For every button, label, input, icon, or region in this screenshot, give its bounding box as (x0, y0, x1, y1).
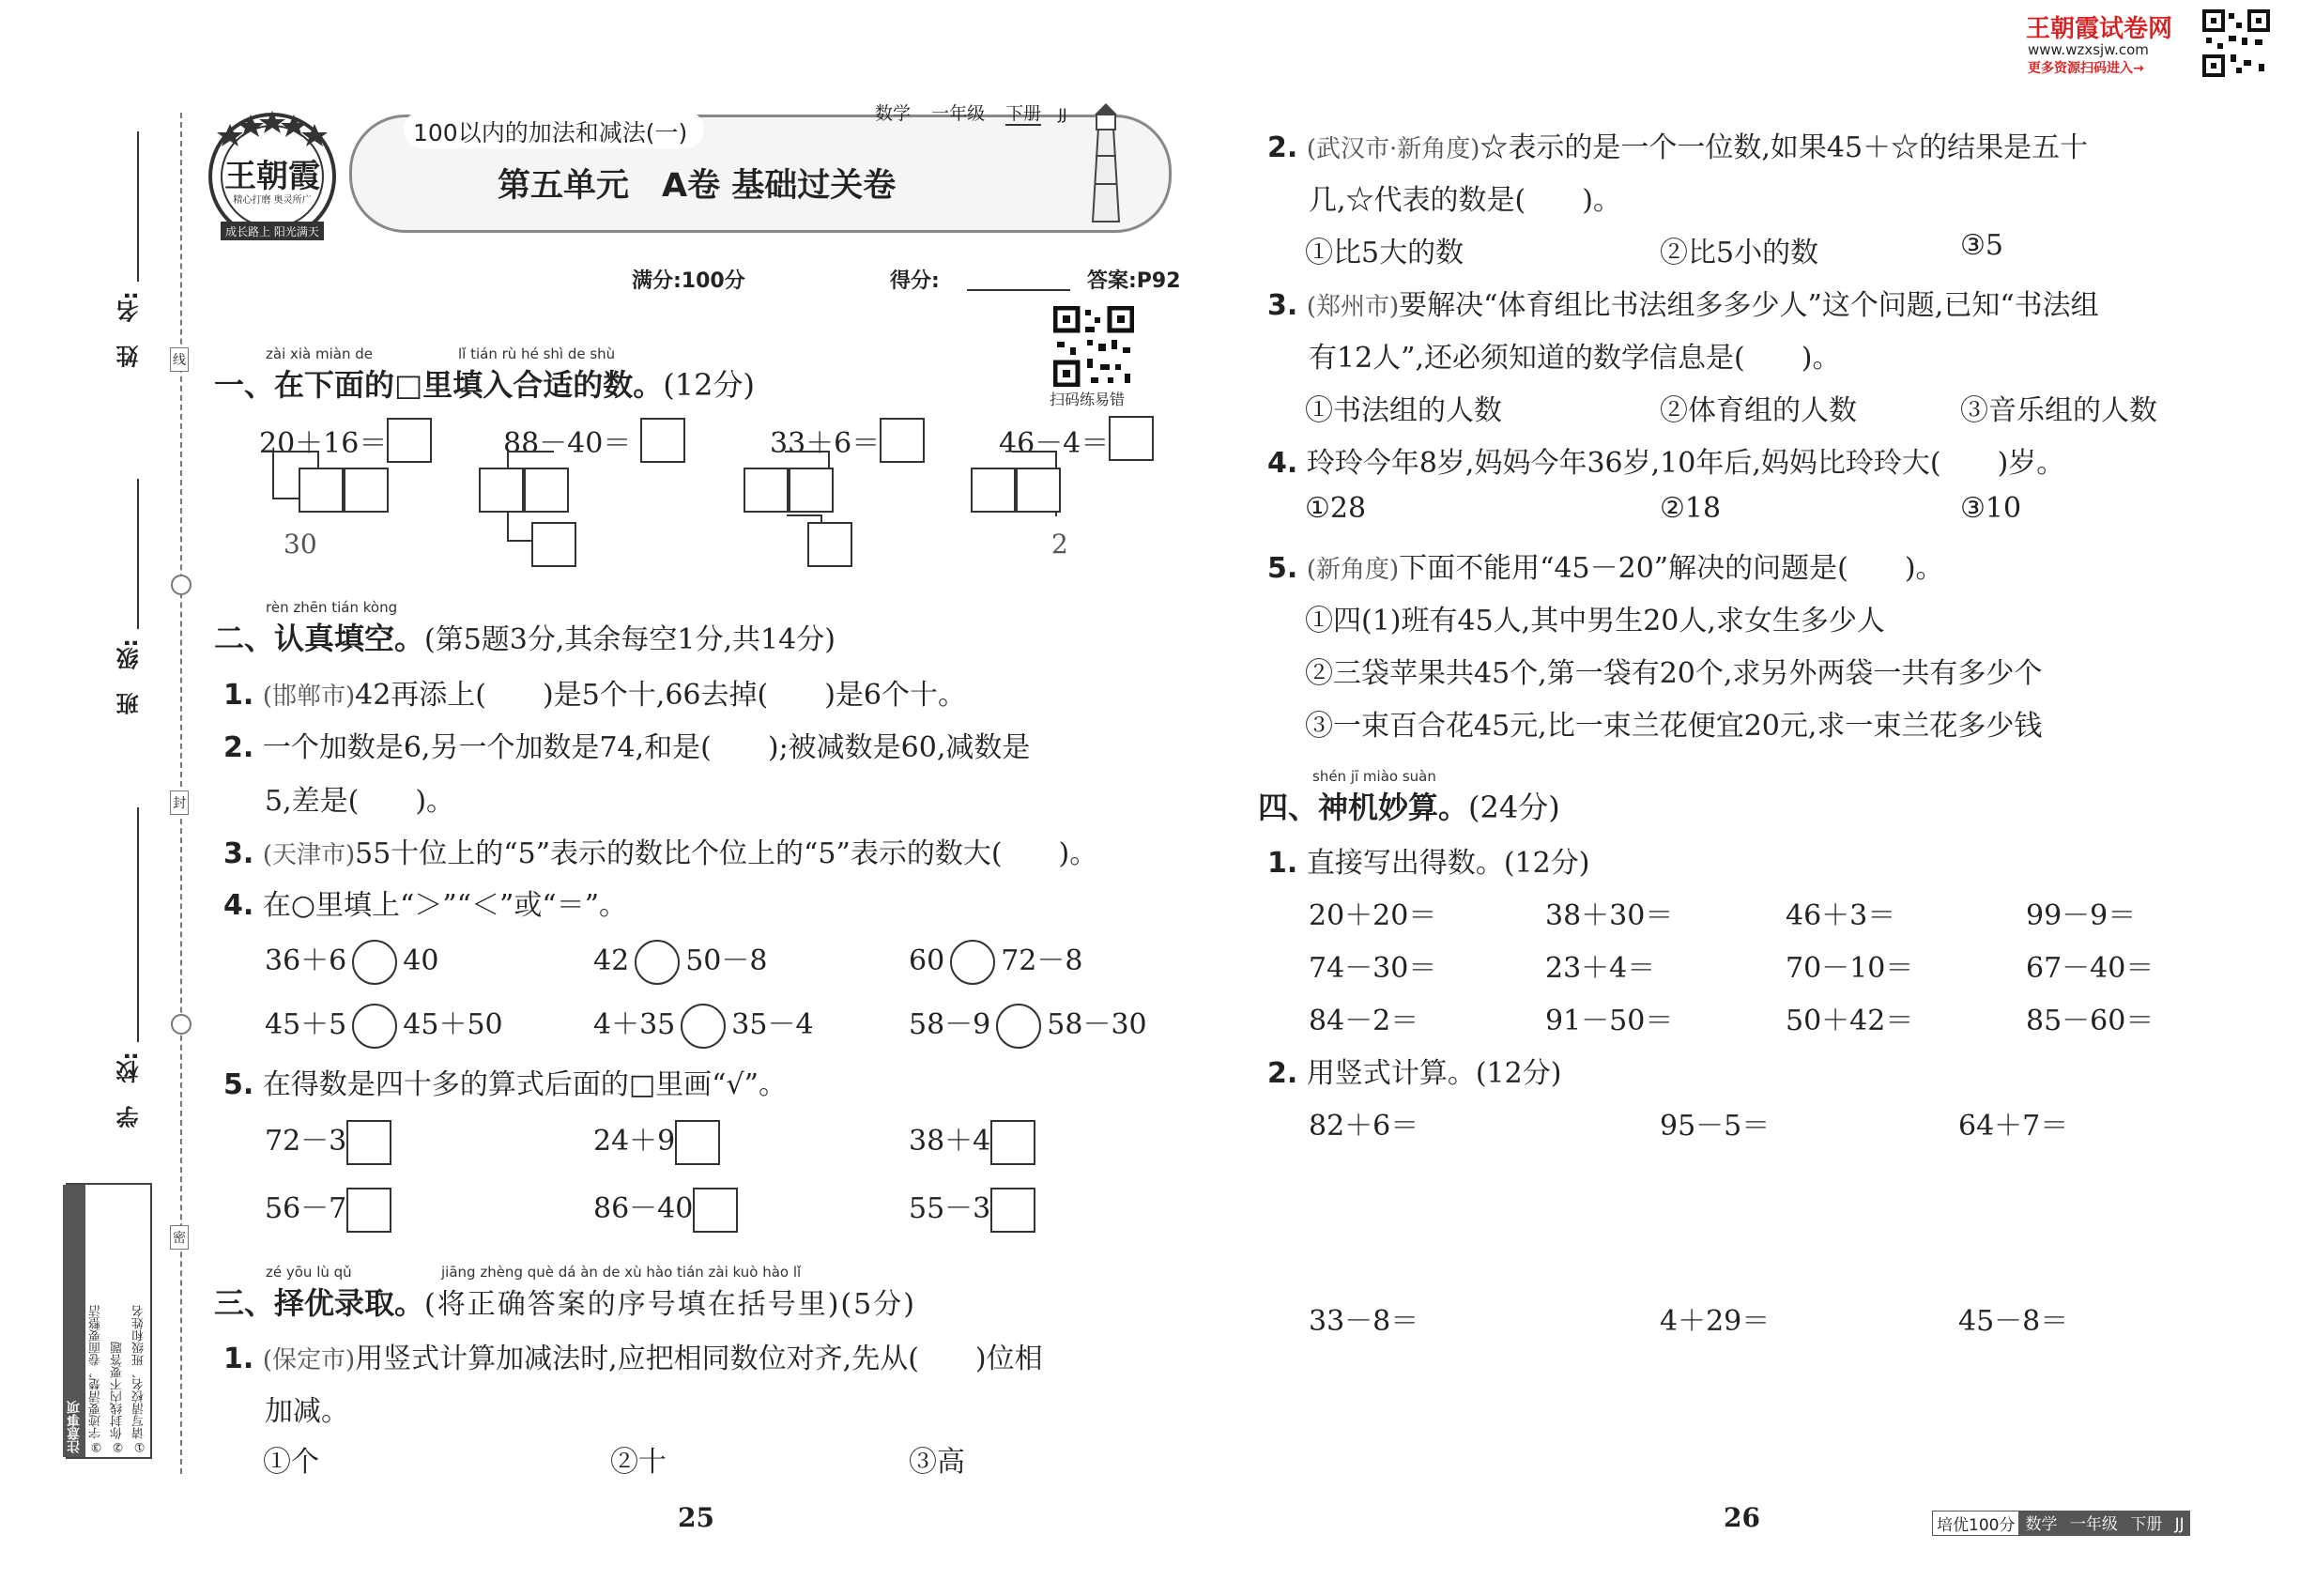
s3-pinyin-2: jiāng zhèng què dá àn de xù hào tián zài kuò hào lǐ (441, 1264, 802, 1281)
s3-q2: 2. (武汉市·新角度)☆表示的是一个一位数,如果45＋☆的结果是五十 (1267, 131, 2089, 164)
page-number-right: 26 (1724, 1502, 1760, 1533)
answer-box[interactable] (531, 522, 576, 567)
s2-q2-line2: 5,差是( )。 (265, 785, 455, 818)
answer-box[interactable] (807, 522, 852, 567)
s1-pinyin-2: lǐ tián rù hé shì de shù (458, 345, 616, 362)
compare-item: 36＋6 40 (265, 937, 438, 985)
s3-heading (214, 1280, 916, 1323)
bracket (507, 451, 554, 453)
s1-expr-1: 20＋16＝ (259, 420, 432, 463)
calc-item[interactable]: 20＋20＝ (1309, 899, 1437, 932)
s4-score: (24分) (1468, 790, 1560, 825)
bracket (787, 514, 820, 516)
school-label: 学 校: (116, 1051, 143, 1128)
calc-item[interactable]: 23＋4＝ (1545, 952, 1656, 985)
s3-pinyin-1: zé yōu lù qǔ (266, 1264, 352, 1281)
brand-hint: 更多资源扫码进入→ (2028, 61, 2144, 76)
series: 培优100分 (1932, 1511, 2019, 1536)
vertical-calc-item[interactable]: 64＋7＝ (1958, 1110, 2069, 1143)
compare-circle[interactable] (352, 1004, 397, 1049)
calc-item[interactable]: 85－60＝ (2026, 1005, 2154, 1037)
option[interactable]: ③高 (909, 1446, 965, 1479)
option[interactable]: ③一束百合花45元,比一束兰花便宜20元,求一束兰花多少钱 (1305, 710, 2043, 743)
ring-icon (171, 575, 192, 595)
bracket (272, 451, 274, 499)
topic-title: 100以内的加法和减法(一) (413, 119, 688, 146)
s2-q2: 2. 一个加数是6,另一个加数是74,和是( );被减数是60,减数是 (223, 731, 1031, 764)
note-1: ①请写清校名、班级和姓名 (132, 1305, 146, 1453)
binding-strip (56, 113, 197, 1474)
s4-q1: 1. 直接写出得数。(12分) (1267, 847, 1590, 880)
option[interactable]: ①书法组的人数 (1305, 394, 1502, 427)
option[interactable]: ②体育组的人数 (1660, 394, 1857, 427)
footer-grade: 一年级 (2069, 1515, 2118, 1534)
option[interactable]: ③10 (1960, 492, 2022, 525)
s1-score: (12分) (663, 367, 755, 403)
s1-hint-1: 30 (284, 529, 317, 560)
answer-box[interactable] (744, 468, 789, 513)
page-number-left: 25 (678, 1502, 714, 1533)
seal-mark-2: 封 (170, 790, 189, 815)
answer-box[interactable] (789, 468, 834, 513)
check-item: 24＋9 (593, 1117, 720, 1165)
s3-q1-line2: 加减。 (265, 1395, 349, 1428)
name-label: 姓 名: (116, 291, 143, 368)
s1-pinyin-1: zài xià miàn de (266, 345, 374, 362)
vertical-calc-item[interactable]: 95－5＝ (1660, 1110, 1771, 1143)
note-2: ②你封线内不要答题 (111, 1342, 125, 1453)
bracket (828, 451, 830, 469)
s3-rest: (将正确答案的序号填在括号里)(5分) (424, 1288, 916, 1321)
vertical-calc-item[interactable]: 33－8＝ (1309, 1305, 1419, 1338)
s3-q3: 3. (郑州市)要解决“体育组比书法组多多少人”这个问题,已知“书法组 (1267, 289, 2099, 322)
calc-item[interactable]: 74－30＝ (1309, 952, 1437, 985)
option[interactable]: ②三袋苹果共45个,第一袋有20个,求另外两袋一共有多少个 (1305, 657, 2043, 690)
name-line (137, 131, 139, 282)
calc-item[interactable]: 38＋30＝ (1545, 899, 1674, 932)
check-box[interactable] (346, 1188, 391, 1233)
score-label: 得分: (890, 269, 940, 293)
compare-item: 60 72－8 (909, 937, 1082, 985)
s1-hint-4: 2 (1051, 529, 1068, 560)
seal-mark-3: 密 (170, 1225, 189, 1250)
notes-box (66, 1183, 152, 1459)
s2-q1: 1. (邯郸市)42再添上( )是5个十,66去掉( )是6个十。 (223, 679, 966, 712)
compare-circle[interactable] (635, 940, 680, 985)
bracket (507, 451, 509, 469)
option[interactable]: ①四(1)班有45人,其中男生20人,求女生多少人 (1305, 605, 1885, 637)
compare-item: 58－9 58－30 (909, 1001, 1147, 1049)
s4-title: 四、神机妙算。 (1258, 790, 1469, 825)
exam-title: 第五单元 A卷 基础过关卷 (498, 167, 897, 205)
subject: 数学 (875, 103, 912, 124)
footer-volume: 下册 (2130, 1515, 2163, 1534)
footer-subject: 数学 (2025, 1515, 2058, 1534)
s2-pinyin: rèn zhēn tián kòng (266, 599, 398, 616)
compare-item: 45＋5 45＋50 (265, 1001, 503, 1049)
option[interactable]: ②十 (610, 1446, 667, 1479)
compare-item: 4＋35 35－4 (593, 1001, 814, 1049)
logo-ribbon: 成长路上 阳光满天 (225, 225, 319, 238)
s1-expr-4: 46－4＝ (999, 420, 1154, 461)
bracket (785, 451, 828, 453)
s2-q3: 3. (天津市)55十位上的“5”表示的数比个位上的“5”表示的数大( )。 (223, 837, 1098, 870)
s3-q5: 5. (新角度)下面不能用“45－20”解决的问题是( )。 (1267, 552, 1944, 585)
footer-subject-group (2019, 1511, 2189, 1536)
check-box[interactable] (675, 1120, 720, 1165)
answer-box[interactable] (1016, 468, 1061, 513)
s1-title: 一、在下面的□里填入合适的数。 (214, 367, 664, 403)
answer-box[interactable] (344, 468, 389, 513)
school-line (137, 807, 139, 1042)
s1-expr-2: 88－40＝ (503, 420, 685, 463)
volume: 下册 (1005, 103, 1042, 124)
option[interactable]: ②18 (1660, 492, 1722, 525)
answer-box[interactable] (524, 468, 569, 513)
full-score: 满分:100分 (632, 269, 745, 293)
check-box[interactable] (990, 1120, 1035, 1165)
s3-q2-line2: 几,☆代表的数是( )。 (1309, 184, 1621, 217)
answer-box[interactable] (1109, 416, 1154, 461)
class-label: 班 级: (116, 638, 143, 715)
option[interactable]: ③音乐组的人数 (1960, 394, 2157, 427)
notes-title: 注意事项 (63, 1185, 85, 1457)
answer-box[interactable] (971, 468, 1016, 513)
s2-q5: 5. 在得数是四十多的算式后面的□里画“√”。 (223, 1068, 787, 1101)
subject-tag (875, 100, 1067, 125)
s3-q4: 4. 玲玲今年8岁,妈妈今年36岁,10年后,妈妈比玲玲大( )岁。 (1267, 447, 2065, 480)
bracket (1012, 451, 1055, 453)
edition: JJ (1058, 105, 1067, 123)
lighthouse-icon (1078, 100, 1134, 231)
compare-circle[interactable] (996, 1004, 1041, 1049)
s1-heading (214, 361, 755, 405)
score-line (967, 289, 1070, 291)
logo-tagline: 精心打磨 奥灵所广 (233, 195, 312, 206)
s3-title: 三、择优录取。 (214, 1285, 425, 1321)
qr-caption: 扫码练易错 (1050, 391, 1126, 408)
s3-q3-line2: 有12人”,还必须知道的数学信息是( )。 (1309, 342, 1841, 375)
answer-box[interactable] (880, 418, 925, 463)
footer-edition: JJ (2174, 1515, 2185, 1534)
compare-item: 42 50－8 (593, 937, 767, 985)
s3-q1: 1. (保定市)用竖式计算加减法时,应把相同数位对齐,先从( )位相 (223, 1343, 1043, 1375)
answer-box[interactable] (479, 468, 524, 513)
compare-circle[interactable] (352, 940, 397, 985)
ring-icon (171, 1014, 192, 1035)
s1-expr-3: 33＋6＝ (770, 420, 925, 463)
calc-item[interactable]: 91－50＝ (1545, 1005, 1674, 1037)
seal-mark-1: 线 (170, 347, 189, 372)
check-box[interactable] (693, 1188, 738, 1233)
note-3: ③字迹要清楚，卷面要整洁 (89, 1305, 103, 1453)
logo-brand: 王朝霞 (224, 158, 320, 195)
s4-heading (1258, 784, 1560, 827)
calc-item[interactable]: 99－9＝ (2026, 899, 2137, 932)
bracket (507, 512, 509, 540)
vertical-calc-item[interactable]: 4＋29＝ (1660, 1305, 1771, 1338)
bracket (317, 451, 319, 469)
answer-box[interactable] (387, 418, 432, 463)
answer-ref: 答案:P92 (1087, 269, 1181, 293)
logo-badge (202, 103, 343, 244)
s2-score: (第5题3分,其余每空1分,共14分) (424, 623, 836, 656)
check-item: 56－7 (265, 1185, 391, 1233)
option[interactable]: ③5 (1960, 229, 2003, 262)
calc-item[interactable]: 84－2＝ (1309, 1005, 1419, 1037)
class-line (137, 479, 139, 629)
s2-title: 二、认真填空。 (214, 621, 425, 656)
s4-pinyin: shén jī miào suàn (1312, 768, 1436, 785)
option[interactable]: ①28 (1305, 492, 1367, 525)
option[interactable]: ①比5大的数 (1305, 237, 1464, 269)
calc-item[interactable]: 70－10＝ (1786, 952, 1914, 985)
brand-qr-code-icon[interactable] (2202, 9, 2270, 77)
check-box[interactable] (990, 1188, 1035, 1233)
check-item: 86－40 (593, 1185, 738, 1233)
answer-box[interactable] (299, 468, 344, 513)
calc-item[interactable]: 67－40＝ (2026, 952, 2154, 985)
footer-series-tag (1932, 1511, 2190, 1536)
check-item: 72－3 (265, 1117, 391, 1165)
s2-q4: 4. 在○里填上“＞”“＜”或“＝”。 (223, 889, 628, 922)
vertical-calc-item[interactable]: 45－8＝ (1958, 1305, 2069, 1338)
compare-circle[interactable] (681, 1004, 726, 1049)
option[interactable]: ②比5小的数 (1660, 237, 1819, 269)
option[interactable]: ①个 (263, 1446, 319, 1479)
compare-circle[interactable] (950, 940, 995, 985)
answer-box[interactable] (640, 418, 685, 463)
bracket (272, 451, 317, 453)
check-box[interactable] (346, 1120, 391, 1165)
s2-heading (214, 615, 836, 658)
calc-item[interactable]: 46＋3＝ (1786, 899, 1896, 932)
brand-name: 王朝霞试卷网 (2026, 15, 2173, 43)
brand-url[interactable]: www.wzxsjw.com (2028, 41, 2149, 58)
grade: 一年级 (931, 103, 986, 124)
calc-item[interactable]: 50＋42＝ (1786, 1005, 1914, 1037)
vertical-calc-item[interactable]: 82＋6＝ (1309, 1110, 1419, 1143)
check-item: 55－3 (909, 1185, 1035, 1233)
qr-code-icon[interactable] (1053, 306, 1134, 387)
check-item: 38＋4 (909, 1117, 1035, 1165)
s4-q2: 2. 用竖式计算。(12分) (1267, 1057, 1562, 1090)
